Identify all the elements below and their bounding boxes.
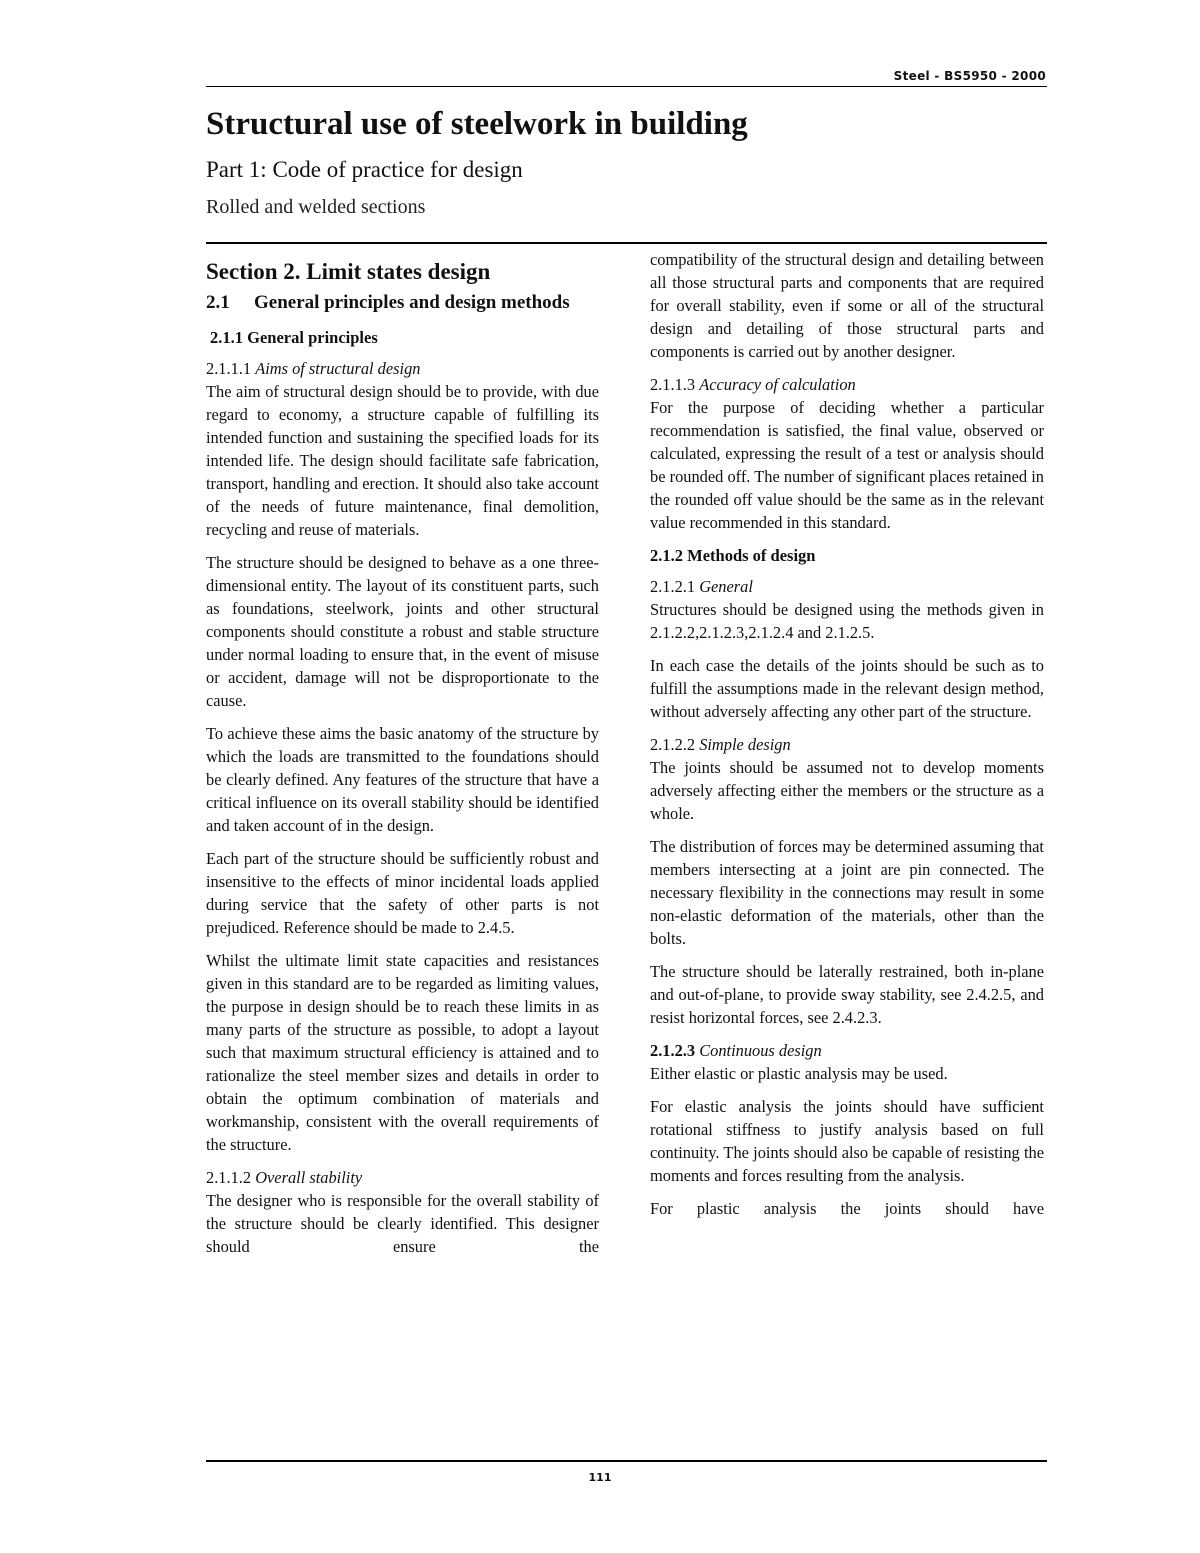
left-column (206, 250, 599, 1268)
clause-title: General (699, 577, 753, 596)
clause-heading-2-1-1: 2.1.1 General principles (210, 328, 378, 347)
clause-number: 2.1.1.2 (206, 1168, 252, 1187)
paragraph: compatibility of the structural design and detailing between all those structural parts and components that are required for overall stability, even if some or all of the structural design and detailing of those structural parts and components is carried out by another designer. (650, 250, 1044, 361)
paragraph: For the purpose of deciding whether a particular recommendation is satisfied, the final value, observed or calculated, expressing the result of a test or analysis should be rounded off. The number of significant places retained in the rounded off value should be the same as in the relevant value recommended in this standard. (650, 398, 1044, 532)
clause-number: 2.1.2.2 (650, 735, 696, 754)
paragraph: The aim of structural design should be to provide, with due regard to economy, a structure capable of fulfilling its intended function and sustaining the specified loads for its intended life. The design should facilitate safe fabrication, transport, handling and erection. It should also take account of the needs of future maintenance, final demolition, recycling and reuse of materials. (206, 382, 599, 539)
section-heading: Section 2. Limit states design (206, 259, 491, 284)
clause-title: General principles and design methods (254, 292, 570, 313)
paragraph: For elastic analysis the joints should have sufficient rotational stiffness to justify analysis based on full continuity. The joints should also be capable of resisting the moments and forces resulting from the analysis. (650, 1097, 1044, 1185)
clause-heading-2-1-1-3 (650, 373, 1044, 396)
document-title: Structural use of steelwork in building (206, 106, 748, 142)
part-title: Part 1: Code of practice for design (206, 157, 523, 182)
clause-heading-2-1-1-1 (206, 357, 599, 380)
clause-heading-2-1-2-2 (650, 733, 1044, 756)
paragraph: Whilst the ultimate limit state capacities and resistances given in this standard are to be regarded as limiting values, the purpose in design should be to reach these limits in as many parts of the structure as possible, to adopt a layout such that maximum structural efficiency is attained and to rationalize the steel member sizes and details in order to obtain the optimum combination of materials and workmanship, consistent with the overall requirements of the structure. (206, 951, 599, 1154)
clause-heading-2-1-1-2 (206, 1166, 599, 1189)
section-rule (206, 242, 1047, 244)
paragraph: Either elastic or plastic analysis may be used. (650, 1064, 948, 1083)
clause-heading-2-1-2: 2.1.2 Methods of design (650, 546, 816, 565)
paragraph: The distribution of forces may be determined assuming that members intersecting at a joint are pin connected. The necessary flexibility in the connections may result in some non-elastic deformation of the materials, other than the bolts. (650, 837, 1044, 948)
clause-number: 2.1.2.1 (650, 577, 696, 596)
paragraph: The structure should be laterally restrained, both in-plane and out-of-plane, to provide sway stability, see 2.4.2.5, and resist horizontal forces, see 2.4.2.3. (650, 962, 1044, 1027)
paragraph: Structures should be designed using the methods given in 2.1.2.2,2.1.2.3,2.1.2.4 and 2.1.2.5. (650, 600, 1044, 642)
document-subtitle: Rolled and welded sections (206, 196, 426, 218)
paragraph: For plastic analysis the joints should have (650, 1199, 1044, 1218)
right-column (650, 248, 1044, 1230)
clause-number: 2.1.1.3 (650, 375, 696, 394)
clause-title: Accuracy of calculation (699, 375, 856, 394)
clause-title: Simple design (699, 735, 791, 754)
paragraph: In each case the details of the joints should be such as to fulfill the assumptions made in the relevant design method, without adversely affecting any other part of the structure. (650, 656, 1044, 721)
paragraph: The structure should be designed to behave as a one three-dimensional entity. The layout of its constituent parts, such as foundations, steelwork, joints and other structural components should constitute a robust and stable structure under normal loading to ensure that, in the event of misuse or accident, damage will not be disproportionate to the cause. (206, 553, 599, 710)
clause-heading-2-1-2-3 (650, 1039, 1044, 1062)
clause-title: Aims of structural design (255, 359, 421, 378)
header-rule (206, 86, 1047, 87)
paragraph: The designer who is responsible for the overall stability of the structure should be clearly identified. This designer should ensure the (206, 1191, 599, 1256)
page-number: 111 (588, 1471, 612, 1484)
clause-title: Overall stability (255, 1168, 363, 1187)
clause-number: 2.1 (206, 292, 230, 313)
paragraph: To achieve these aims the basic anatomy of the structure by which the loads are transmitted to the foundations should be clearly defined. Any features of the structure that have a critical influence on its overall stability should be identified and taken account of in the design. (206, 724, 599, 835)
running-header: Steel - BS5950 - 2000 (893, 69, 1046, 83)
clause-number: 2.1.2.3 (650, 1041, 696, 1060)
paragraph: Each part of the structure should be sufficiently robust and insensitive to the effects of minor incidental loads applied during service that the safety of other parts is not prejudiced. Reference should be made to 2.4.5. (206, 849, 599, 937)
clause-title: Continuous design (699, 1041, 822, 1060)
clause-heading-2-1 (206, 290, 599, 316)
clause-number: 2.1.1.1 (206, 359, 252, 378)
footer-rule (206, 1460, 1047, 1462)
clause-heading-2-1-2-1 (650, 575, 1044, 598)
paragraph: The joints should be assumed not to develop moments adversely affecting either the members or the structure as a whole. (650, 758, 1044, 823)
